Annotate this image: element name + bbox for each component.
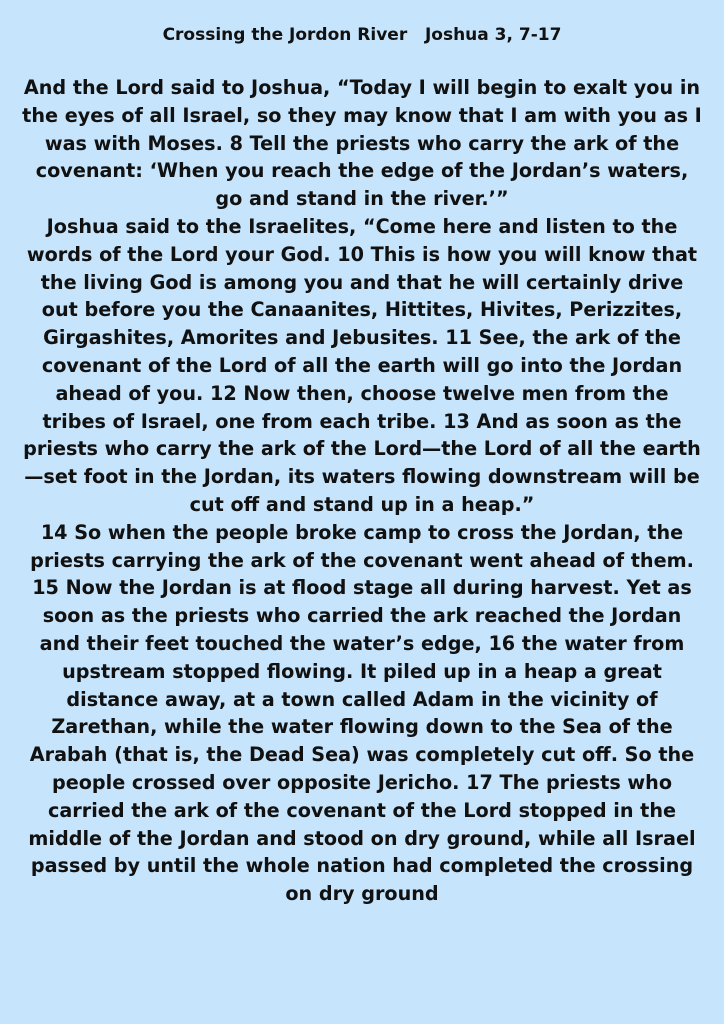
passage-paragraph-3: 14 So when the people broke camp to cross the Jordan, the priests carrying the ark of the covenant went ahead of them. 15 Now the Jordan is at flood stage all during harvest. Yet as soon as the priests who carried the ark reached the Jordan and their feet touched the water’s edge, 16 the water from upstream stopped flowing. It piled up in a heap a great distance away, at a town called Adam in the vicinity of Zarethan, while the water flowing down to the Sea of the Arabah (that is, the Dead Sea) was completely cut off. So the people crossed over opposite Jericho. 17 The priests who carried the ark of the covenant of the Lord stopped in the middle of the Jordan and stood on dry ground, while all Israel passed by until the whole nation had completed the crossing on dry ground xyxy=(28,520,696,906)
passage-paragraph-1: And the Lord said to Joshua, “Today I will begin to exalt you in the eyes of all Israel, so they may know that I am with you as I was with Moses. 8 Tell the priests who carry the ark of the covenant: ‘When you reach the edge of the Jordan’s waters, go and stand in the river.’” xyxy=(22,76,702,211)
document-title: Crossing the Jordon River Joshua 3, 7-17 xyxy=(162,25,562,45)
passage-paragraph-2: Joshua said to the Israelites, “Come here and listen to the words of the Lord your God. 10 This is how you will know that the living God is among you and that he will certainly drive out before you the Canaanites, Hittites, Hivites, Perizzites, Girgashites, Amorites and Jebusites. 11 See, the ark of the covenant of the Lord of all the earth will go into the Jordan ahead of you. 12 Now then, choose twelve men from the tribes of Israel, one from each tribe. 13 And as soon as the priests who carry the ark of the Lord—the Lord of all the earth—set foot in the Jordan, its waters flowing downstream will be cut off and stand up in a heap.” xyxy=(23,214,701,516)
